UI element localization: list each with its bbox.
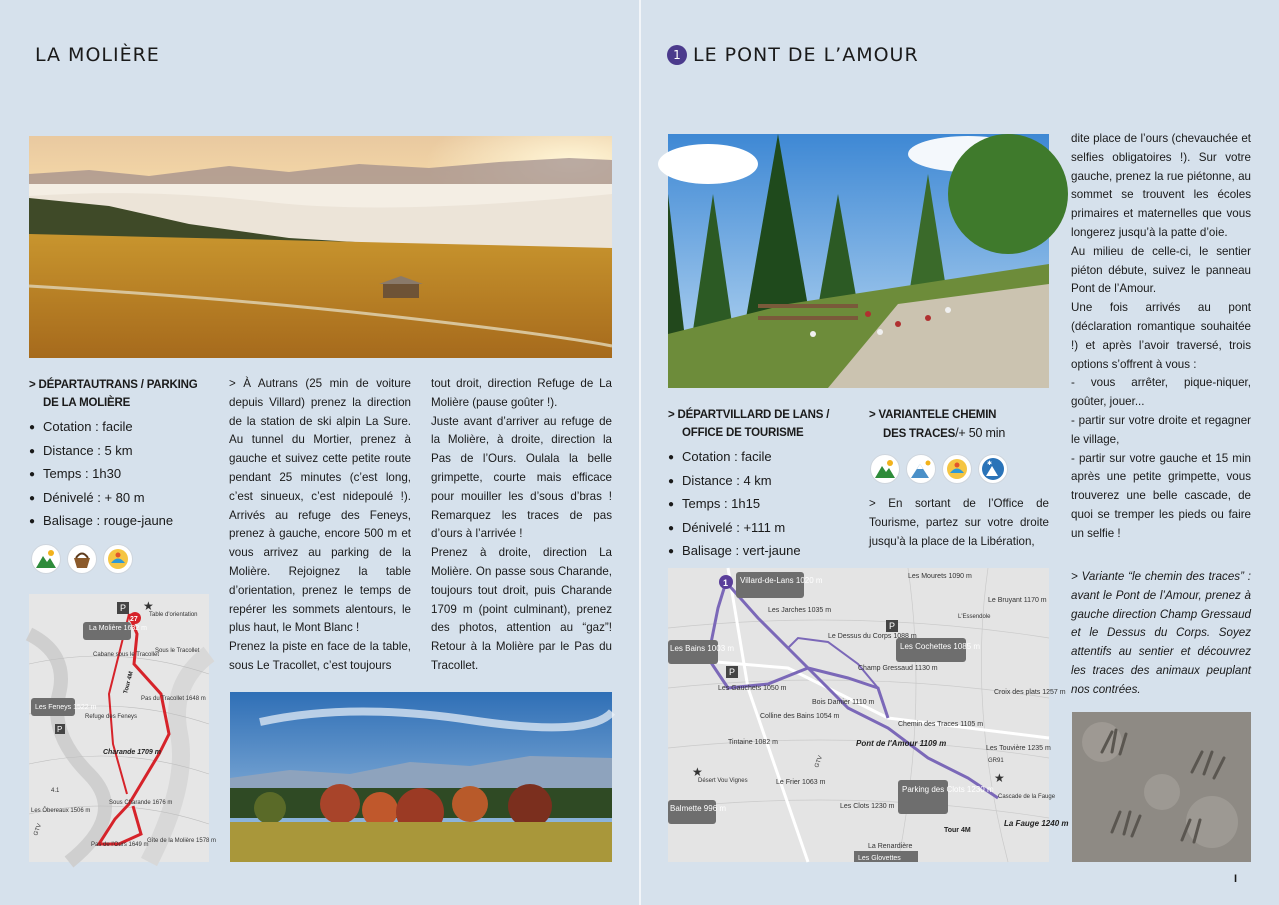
svg-text:P: P	[57, 725, 63, 734]
page-title-la-moliere: LA MOLIÈRE	[35, 44, 160, 66]
stat-denivele-villard: ● Dénivelé : +111 m	[668, 517, 858, 541]
map-marker-1: 1	[723, 578, 729, 588]
departure-info-villard	[668, 406, 858, 564]
map-label-pont-amour: Pont de l'Amour 1109 m	[856, 739, 947, 748]
text-column-1: > À Autrans (25 min de voiture depuis Villard) prenez la direction de la station de ski alpin La Sure. Au tunnel du Mortier, prenez à gauche et suivez cette petite route pendant 25 minutes (c’est long, c’est sinueux, c’est nidepoulé !). Arrivés au refuge des Feneys, prenez à gauche, encore 500 m et vous arrivez au parking de la Molière. Rejoignez la table d’orientation, prenez le temps de repérer les sommets alentours, le plus haut, le Mont Blanc ! Prenez la piste en face de la table, sous Le Tracollet, c’est toujours	[229, 377, 411, 672]
moliere-sunset-photo	[29, 136, 612, 358]
route-number-badge: 1	[667, 45, 687, 65]
map-label-tour4m-right: Tour 4M	[944, 827, 971, 834]
map-label-sous-tracollet: Sous le Tracollet	[155, 648, 200, 654]
map-label-jarches: Les Jarches 1035 m	[768, 607, 832, 614]
page-title-pont-amour: 1 LE PONT DE L’AMOUR	[667, 44, 919, 66]
map-label-clots: Les Clots 1230 m	[840, 803, 895, 810]
map-label-27: 27	[130, 616, 138, 623]
logos-moliere	[31, 544, 133, 574]
variant-heading: > VARIANTELE CHEMIN DES TRACES/+ 50 min	[869, 409, 1006, 440]
text-column-mid: > En sortant de l’Office de Tourisme, partez sur votre droite jusqu’à la place de la Libération,	[869, 497, 1049, 548]
map-label-charande: Charande 1709 m	[103, 749, 161, 756]
page-number: I	[1233, 873, 1237, 885]
stat-distance-villard: ● Distance : 4 km	[668, 470, 858, 494]
map-label-la-fauge: La Fauge 1240 m	[1004, 819, 1069, 828]
stat-balisage: ● Balisage : rouge-jaune	[29, 510, 219, 534]
svg-text:★: ★	[692, 765, 703, 779]
villard-trail-map	[668, 568, 1069, 862]
map-label-balmette: Balmette 996 m	[670, 804, 727, 813]
map-label-4-1: 4.1	[51, 788, 60, 794]
map-label-tintaine: Tintaine 1082 m	[728, 739, 778, 746]
map-label-villard: Villard-de-Lans 1020 m	[740, 576, 823, 585]
svg-text:★: ★	[994, 771, 1005, 785]
map-label-frier: Le Frier 1063 m	[776, 779, 826, 786]
map-label-feneys: Les Feneys 1522 m	[35, 704, 97, 711]
map-label-touviere: Les Touvière 1235 m	[986, 745, 1051, 752]
text-column-right: dite place de l’ours (chevauchée et selfies obligatoires !). Sur votre gauche, prenez la rue piétonne, au sommet se trouvent les écoles primaires et maternelles que vous longerez jusqu’à la patte d’oie. Au milieu de celle-ci, le sentier piéton débute, suivez le panneau Pont de l’Amour. Une fois arrivés au pont (déclaration romantique souhaitée !) et après l’avoir traversé, trois options s’offrent à vous : - vous arrêter, pique-niquer, goûter, jouer... - partir sur votre droite et regagner le village, - partir sur votre gauche et 15 min après une petite grimpette, vous trouverez une belle cascade, de quoi se tremper les pieds ou faire un selfie !	[1071, 132, 1251, 540]
right-page	[641, 0, 1279, 905]
map-label-bains: Les Bains 1003 m	[670, 644, 735, 653]
winter-trail-logo	[978, 454, 1008, 484]
map-label-cochettes: Les Cochettes 1085 m	[900, 642, 981, 651]
svg-text:P: P	[120, 603, 127, 613]
map-label-gite: Gîte de la Molière 1578 m	[147, 838, 217, 844]
map-label-refuge-feneys: Refuge des Feneys	[85, 714, 138, 720]
left-page	[0, 0, 639, 905]
stat-cotation-villard: ● Cotation : facile	[668, 446, 858, 470]
map-label-sous-charande: Sous Charande 1676 m	[109, 800, 173, 806]
map-label-pas-ours: Pas de l'Ours 1649 m	[91, 842, 149, 848]
stats-list	[29, 416, 219, 534]
autumn-forest-photo	[230, 692, 612, 862]
map-label-glovettes: Les Glovettes	[858, 855, 901, 862]
map-label-gauchets: Les Gauchets 1050 m	[718, 685, 787, 692]
stat-temps: ● Temps : 1h30	[29, 463, 219, 487]
map-label-mourets: Les Mourets 1090 m	[908, 573, 972, 580]
map-label-table: Table d'orientation	[149, 612, 198, 618]
svg-text:★: ★	[143, 599, 154, 613]
map-label-gtv: GTV	[33, 823, 44, 837]
svg-text:P: P	[729, 667, 736, 677]
basket-logo	[67, 544, 97, 574]
summer-only-logo	[31, 544, 61, 574]
moliere-trail-map	[29, 594, 217, 862]
map-label-chemin-traces: Chemin des Traces 1105 m	[898, 721, 984, 728]
map-label-moliere: La Molière 1632 m	[89, 625, 147, 632]
stat-cotation: ● Cotation : facile	[29, 416, 219, 440]
departure-info-moliere	[29, 376, 219, 534]
svg-text:P: P	[889, 621, 896, 631]
stat-distance: ● Distance : 5 km	[29, 440, 219, 464]
map-label-champ-gressaud: Champ Gressaud 1130 m	[858, 665, 938, 672]
stat-denivele: ● Dénivelé : + 80 m	[29, 487, 219, 511]
variant-description: > Variante “le chemin des traces” : avant le Pont de l’Amour, prenez à gauche direction Champ Gressaud et le Dessus du Corps. Soyez attentifs au sentier et découvrez les traces des animaux peuplant nos contrées.	[1071, 570, 1251, 696]
animal-tracks-photo	[1072, 712, 1251, 862]
map-label-bruyant: Le Bruyant 1170 m	[988, 597, 1047, 604]
forest-path-photo	[668, 134, 1049, 388]
stats-list-villard	[668, 446, 858, 564]
stat-temps-villard: ● Temps : 1h15	[668, 493, 858, 517]
map-label-gtv-right: GTV	[814, 755, 825, 769]
map-label-colline-bains: Colline des Bains 1054 m	[760, 713, 840, 720]
map-label-croix-plats: Croix des plats 1257 m	[994, 689, 1066, 696]
map-label-cascade: Cascade de la Fauge	[998, 794, 1056, 800]
snow-mountain-logo	[906, 454, 936, 484]
map-label-renardiere: La Renardière	[868, 843, 913, 850]
map-label-bois-damier: Bois Damier 1110 m	[812, 699, 875, 706]
variant-info	[869, 406, 1049, 447]
map-label-cabane: Cabane sous le Tracollet	[93, 652, 160, 658]
logos-villard	[870, 454, 1008, 484]
departure-heading-villard: > DÉPARTVILLARD DE LANS / OFFICE DE TOURISME	[668, 409, 830, 439]
map-label-gr91: GR91	[988, 758, 1004, 764]
map-label-essendole: L'Essendole	[958, 614, 991, 620]
map-label-obereaux: Les Ôbereaux 1506 m	[31, 808, 91, 814]
departure-heading: > DÉPARTAUTRANS / PARKING DE LA MOLIÈRE	[29, 379, 198, 409]
text-column-2: tout droit, direction Refuge de La Molière (pause goûter !). Juste avant d’arriver au refuge de la Molière, à droite, direction la Pas de l’Ours. Oulala la belle grimpette, courte mais efficace pour mouiller les d’sous d’bras ! Remarquez les traces de pas d’ours à l’arrivée ! Prenez à droite, direction La Molière. On passe sous Charande, toujours tout droit, puis Charande 1709 m (point culminant), prenez des photos, attention au “gaz”! Retour à la Molière par le Pas du Tracollet.	[431, 377, 612, 672]
famille-plus-logo	[103, 544, 133, 574]
map-label-parking-clots: Parking des Clots 1230 m	[902, 785, 994, 794]
svg-text:✱: ✱	[987, 461, 993, 467]
map-label-tour4m: Tour 4M	[123, 670, 135, 695]
mountain-logo	[870, 454, 900, 484]
stat-balisage-villard: ● Balisage : vert-jaune	[668, 540, 858, 564]
famille-plus-logo-2	[942, 454, 972, 484]
map-label-dessus-corps: Le Dessus du Corps 1088 m	[828, 633, 917, 640]
map-label-pas-tracollet: Pas du Tracollet 1648 m	[141, 696, 206, 702]
map-label-desert: Désert Vou Vignes	[698, 778, 748, 784]
